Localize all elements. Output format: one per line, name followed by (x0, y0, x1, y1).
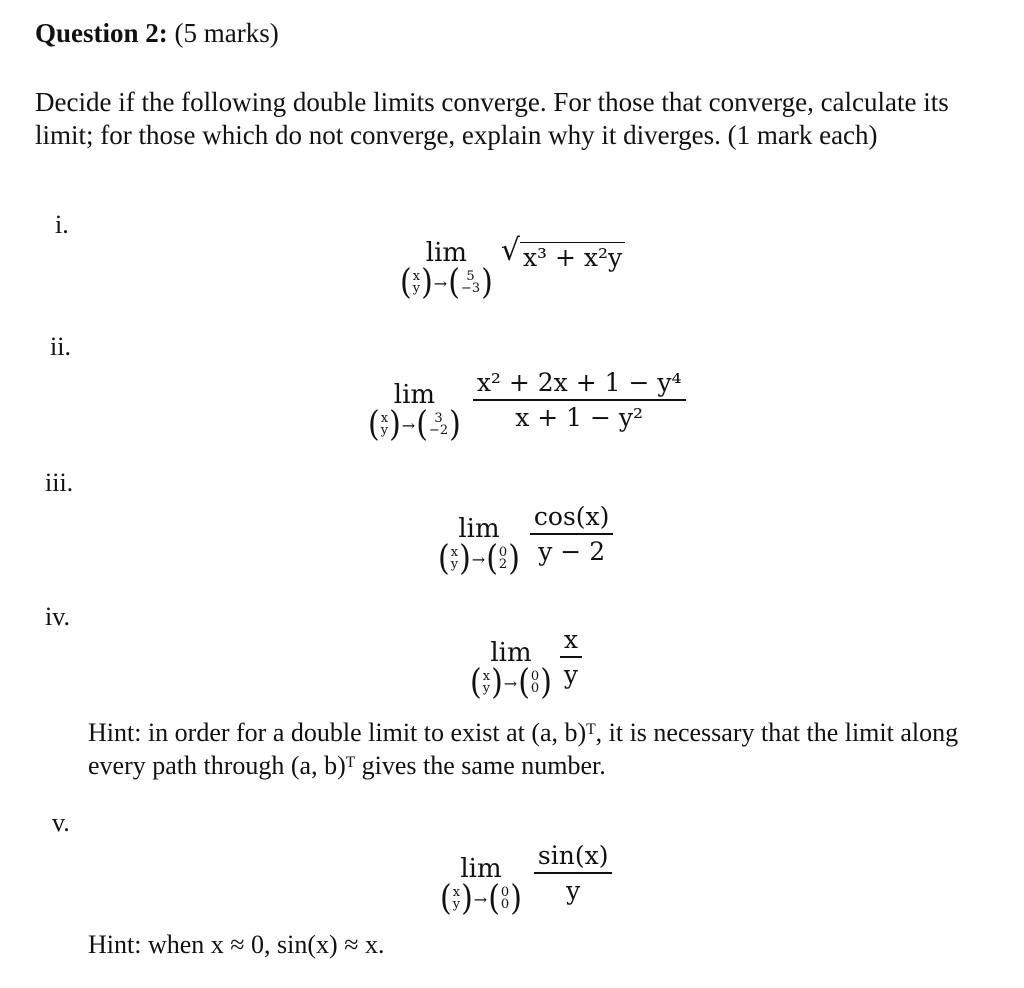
numerator: sin(x) (537, 841, 609, 871)
limit-operator-iv (470, 638, 552, 703)
fraction-iv (560, 625, 582, 689)
radicand: x³ + x²y (520, 242, 625, 272)
limit-operator-v (440, 854, 522, 919)
limit-operator-iii (438, 514, 520, 579)
question-title (35, 18, 279, 49)
limit-operator-ii (368, 380, 461, 445)
lim-text: lim (460, 854, 502, 884)
limit-subscript: ( x y ) → ( 5 −3 ) (400, 262, 493, 303)
lim-text: lim (393, 380, 436, 410)
limit-expression-iv (470, 616, 582, 703)
question-number: Question 2: (35, 18, 168, 48)
denominator: y (563, 659, 579, 689)
limit-subscript: ( x y ) → ( 0 2 ) (438, 538, 520, 579)
denominator: y − 2 (538, 536, 606, 566)
question-marks: (5 marks) (174, 18, 279, 48)
limit-subscript: ( x y ) → ( 0 0 ) (470, 662, 552, 703)
denominator: y (566, 875, 581, 905)
limit-expression-ii (368, 360, 686, 445)
instructions: Decide if the following double limits converge. For those that converge, calculate its limit; for those which do not converge, explain why it diverges. (1 mark each) (35, 87, 949, 150)
item-label-v: v. (52, 808, 70, 837)
lim-text: lim (490, 638, 532, 668)
fraction-v (534, 841, 613, 905)
item-label-iv: iv. (45, 602, 71, 631)
denominator: x + 1 − y² (515, 402, 644, 432)
hint-v: Hint: when x ≈ 0, sin(x) ≈ x. (88, 930, 385, 959)
item-label-i: i. (55, 210, 69, 239)
item-label-iii: iii. (45, 468, 74, 497)
limit-expression-i (400, 233, 625, 303)
fraction-bar (473, 399, 686, 401)
fraction-ii (473, 368, 686, 432)
numerator: x² + 2x + 1 − y⁴ (476, 368, 682, 398)
limit-operator-i (400, 238, 493, 303)
lim-text: lim (458, 514, 500, 544)
fraction-bar (560, 656, 582, 658)
limit-expression-iii (438, 494, 613, 579)
limit-subscript: ( x y ) → ( 3 −2 ) (368, 404, 461, 445)
lim-text: lim (425, 238, 468, 268)
fraction-bar (534, 872, 613, 874)
limit-subscript: ( x y ) → ( 0 0 ) (440, 878, 522, 919)
sqrt-expression-i: √ x³ + x²y (501, 236, 625, 272)
numerator: cos(x) (533, 502, 610, 532)
numerator: x (563, 625, 579, 655)
item-label-ii: ii. (50, 332, 71, 361)
fraction-iii (530, 502, 614, 566)
fraction-bar (530, 533, 614, 535)
limit-expression-v (440, 832, 612, 919)
hint-iv: Hint: in order for a double limit to exist at (a, b)ᵀ, it is necessary that the limit along every path through (a, b)ᵀ gives the same number. (88, 718, 959, 780)
